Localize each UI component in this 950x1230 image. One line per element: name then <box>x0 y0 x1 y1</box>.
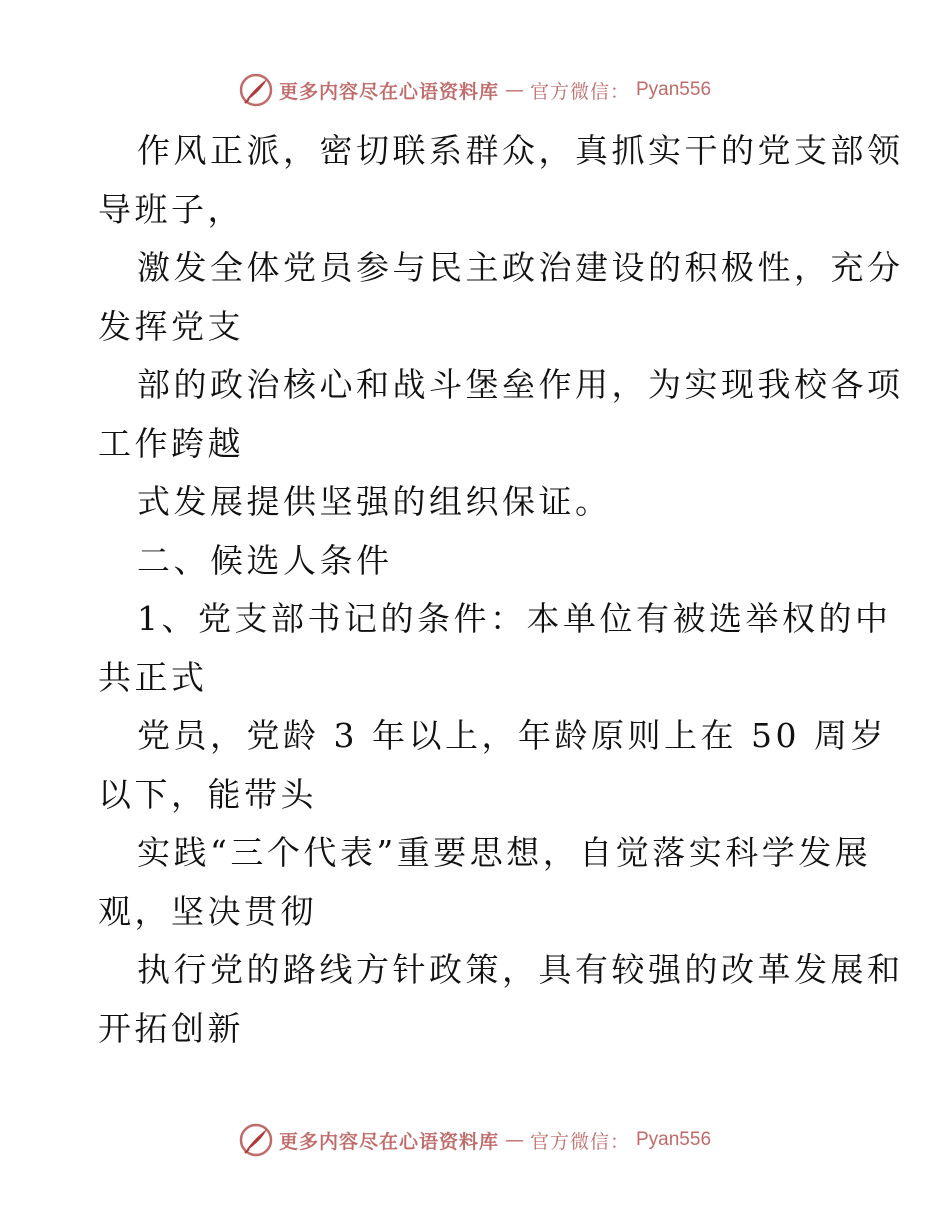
banner-separator: — <box>504 1129 524 1151</box>
feather-pen-logo-icon <box>239 1123 273 1157</box>
banner-wechat-id: Pyan556 <box>636 1129 712 1150</box>
text-line: 执行党的路线方针政策，具有较强的改革发展和 <box>137 950 904 989</box>
text-line: 观，坚决贯彻 <box>98 891 317 931</box>
text-line: 共正式 <box>98 657 208 697</box>
text-line: 发挥党支 <box>98 306 244 346</box>
banner-separator: — <box>504 79 524 101</box>
text-line: 导班子， <box>98 189 244 229</box>
banner-title: 更多内容尽在心语资料库 <box>278 1130 499 1153</box>
header-banner <box>0 72 950 108</box>
banner-wechat-label: 官方微信： <box>529 1130 630 1153</box>
text-line: 作风正派，密切联系群众，真抓实干的党支部领 <box>137 131 904 170</box>
text-line: 以下，能带头 <box>98 774 317 814</box>
text-line: 党员，党龄 3 年以上，年龄原则上在 50 周岁 <box>137 716 887 755</box>
document-body <box>98 122 904 1058</box>
banner-wechat-label: 官方微信： <box>529 80 630 103</box>
text-line: 工作跨越 <box>98 423 244 463</box>
banner-title: 更多内容尽在心语资料库 <box>278 80 499 103</box>
feather-pen-logo-icon <box>239 73 273 107</box>
text-line: 激发全体党员参与民主政治建设的积极性，充分 <box>137 248 904 287</box>
text-line: 1、党支部书记的条件：本单位有被选举权的中 <box>137 599 892 638</box>
text-line: 开拓创新 <box>98 1008 244 1048</box>
text-line: 二、候选人条件 <box>137 540 393 580</box>
text-line: 式发展提供坚强的组织保证。 <box>137 482 612 521</box>
text-line: 部的政治核心和战斗堡垒作用，为实现我校各项 <box>137 365 904 404</box>
footer-banner <box>0 1122 950 1158</box>
banner-wechat-id: Pyan556 <box>636 79 712 100</box>
text-line: 实践“三个代表”重要思想，自觉落实科学发展 <box>137 833 872 872</box>
